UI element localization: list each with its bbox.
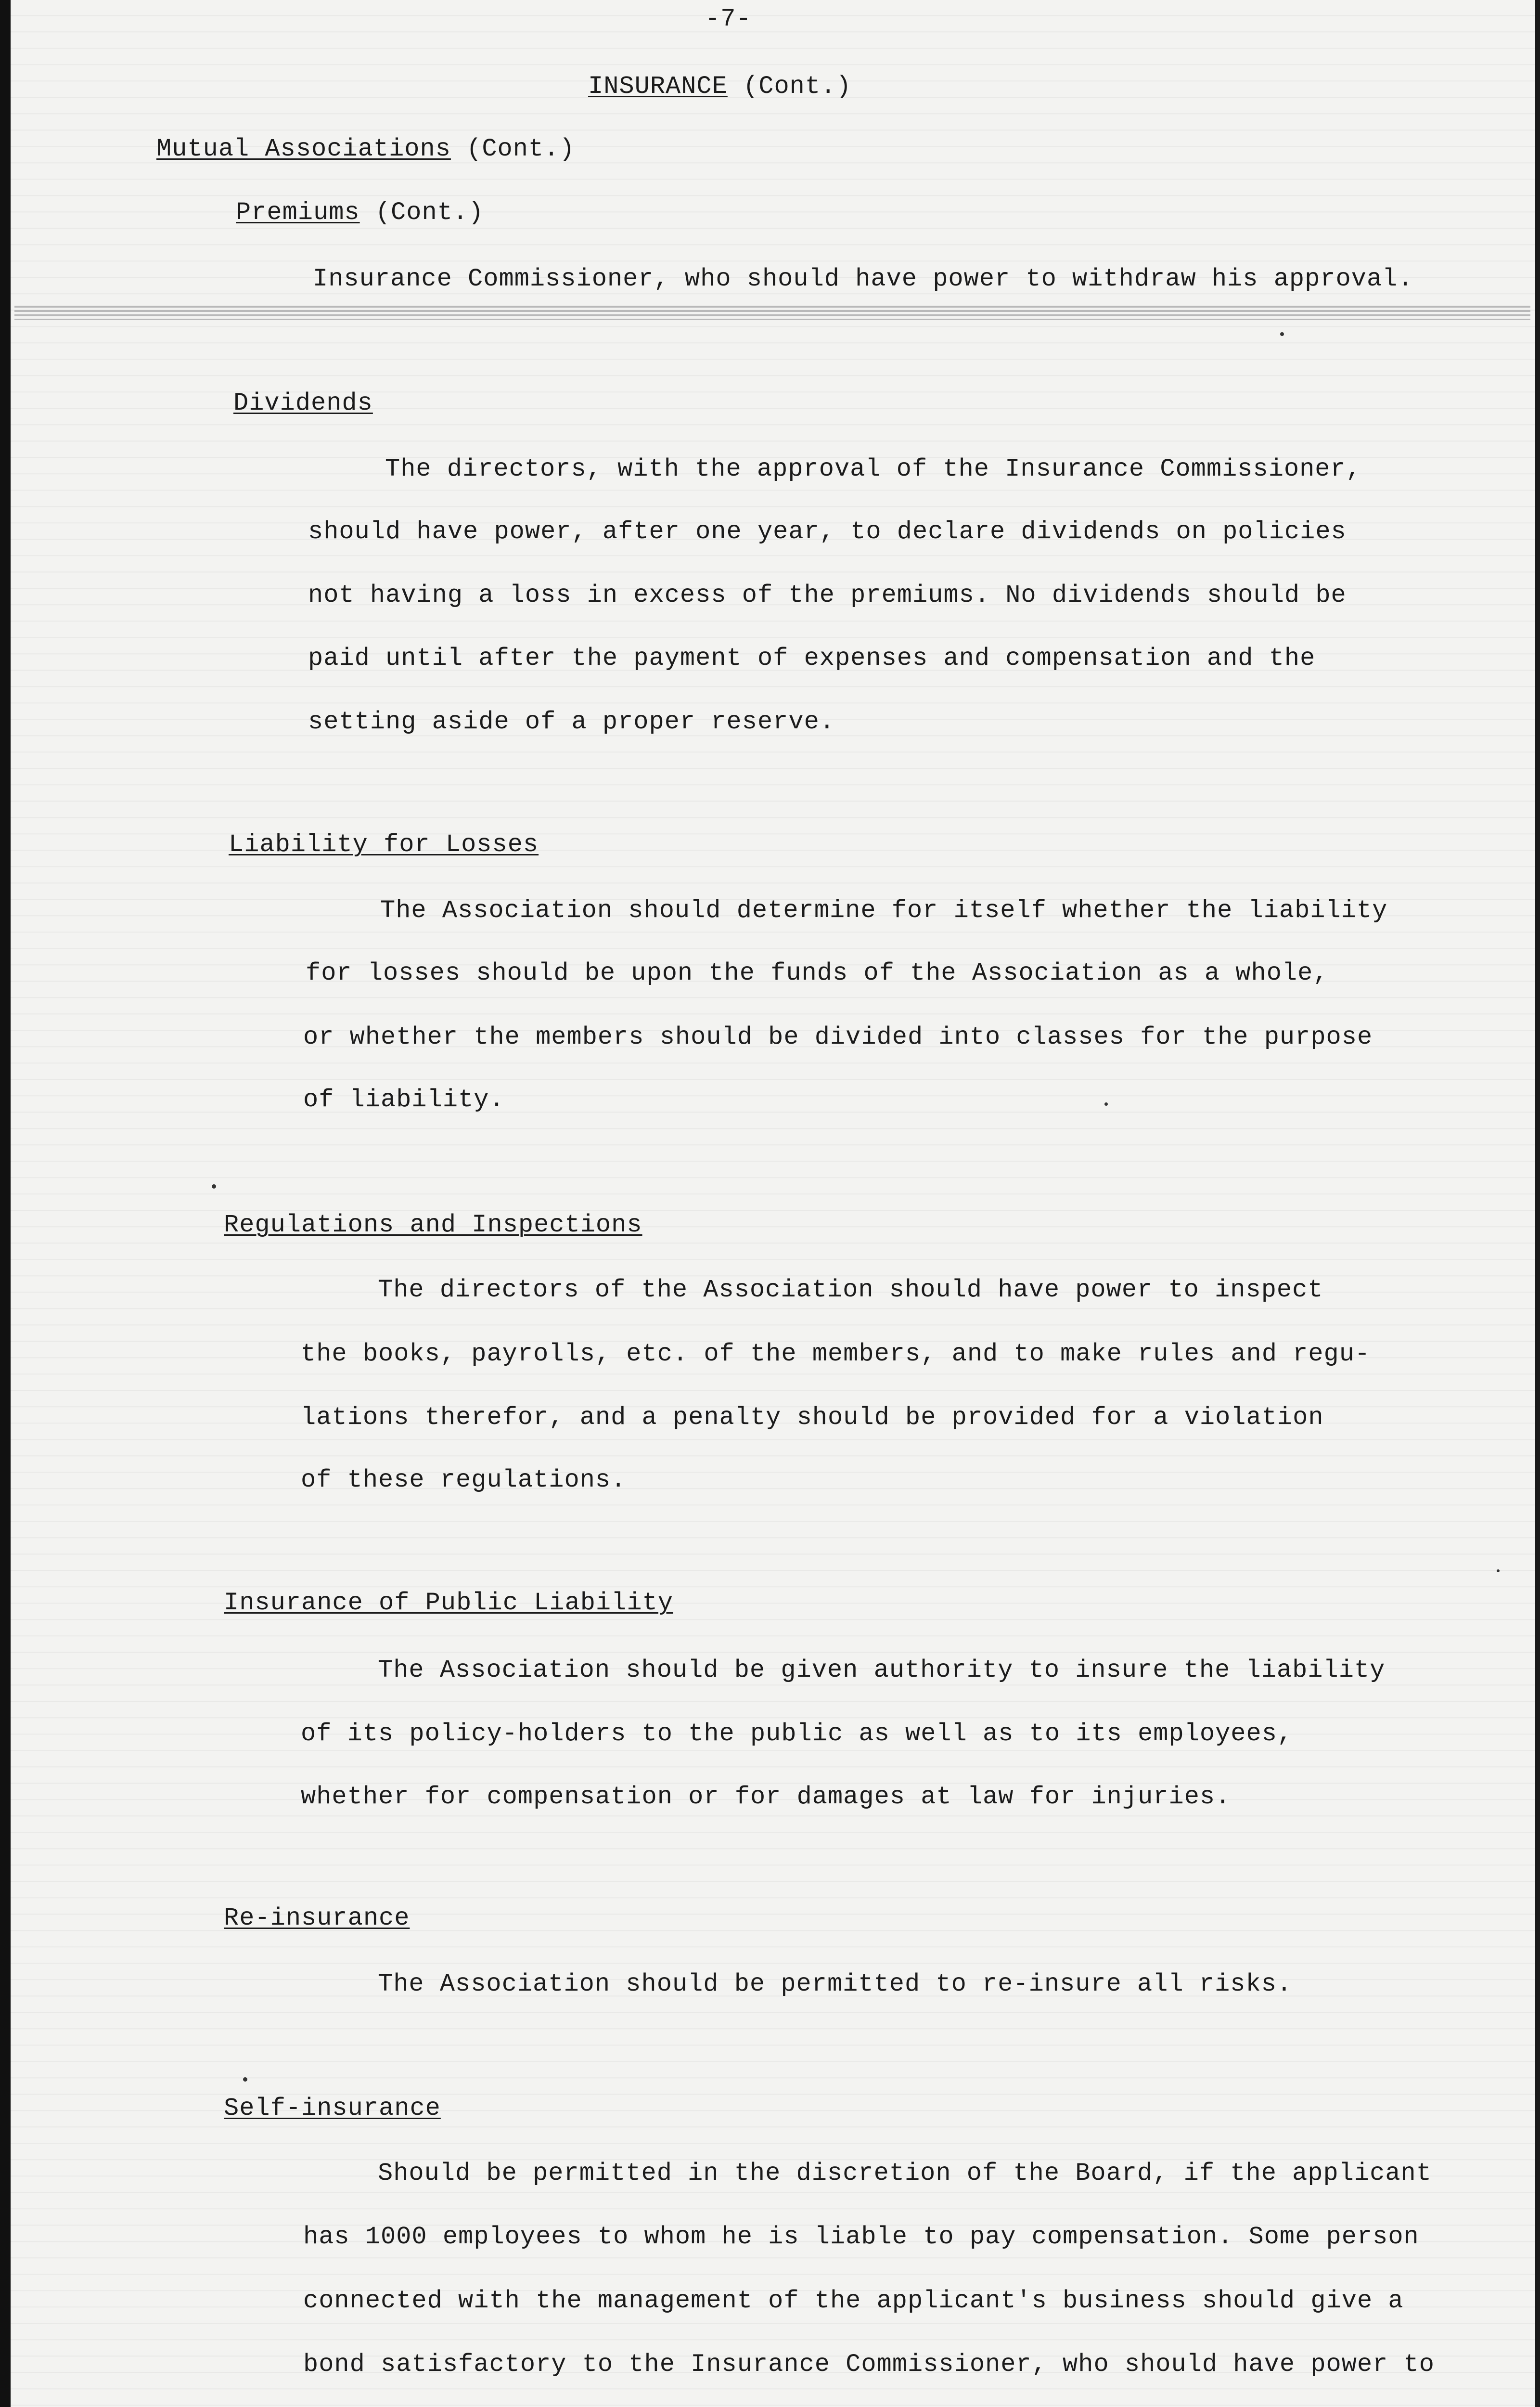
page-number: -7- bbox=[705, 5, 752, 33]
regulations-heading: Regulations and Inspections bbox=[224, 1211, 642, 1239]
self-insurance-line: bond satisfactory to the Insurance Commissioner, who should have power to bbox=[303, 2350, 1435, 2379]
regulations-line: The directors of the Association should have power to inspect bbox=[378, 1276, 1323, 1304]
dividends-heading: Dividends bbox=[233, 389, 373, 417]
premiums-heading bbox=[236, 198, 484, 227]
public-liability-line: of its policy-holders to the public as well as to its employees, bbox=[301, 1720, 1293, 1748]
page-title-suffix: (Cont.) bbox=[727, 72, 852, 101]
paper-speck bbox=[212, 1184, 216, 1189]
regulations-line: lations therefor, and a penalty should be provided for a violation bbox=[301, 1403, 1324, 1432]
page-title bbox=[588, 72, 852, 101]
paper-speck bbox=[1104, 1102, 1108, 1106]
section-title bbox=[156, 135, 575, 163]
page-separator-rule bbox=[14, 306, 1530, 320]
public-liability-line: whether for compensation or for damages at law for injuries. bbox=[301, 1783, 1231, 1811]
premiums-heading-suffix: (Cont.) bbox=[359, 198, 484, 227]
paper-speck bbox=[243, 2077, 247, 2082]
reinsurance-heading: Re-insurance bbox=[224, 1904, 410, 1932]
self-insurance-heading: Self-insurance bbox=[224, 2094, 441, 2122]
liability-heading: Liability for Losses bbox=[229, 830, 539, 859]
dividends-line: The directors, with the approval of the Insurance Commissioner, bbox=[385, 455, 1361, 483]
section-title-suffix: (Cont.) bbox=[450, 135, 575, 163]
dividends-line: not having a loss in excess of the premiums. No dividends should be bbox=[308, 581, 1347, 609]
regulations-line: of these regulations. bbox=[301, 1466, 627, 1494]
self-insurance-line: has 1000 employees to whom he is liable to pay compensation. Some person bbox=[303, 2223, 1419, 2251]
reinsurance-line: The Association should be permitted to re-insure all risks. bbox=[378, 1970, 1293, 1998]
self-insurance-line: connected with the management of the applicant's business should give a bbox=[303, 2287, 1404, 2315]
page-title-text: INSURANCE bbox=[588, 72, 728, 101]
paper-speck bbox=[1280, 332, 1284, 336]
public-liability-line: The Association should be given authority to insure the liability bbox=[378, 1656, 1386, 1684]
liability-line: of liability. bbox=[303, 1086, 505, 1114]
dividends-line: setting aside of a proper reserve. bbox=[308, 708, 835, 736]
section-title-text: Mutual Associations bbox=[156, 135, 451, 163]
regulations-line: the books, payrolls, etc. of the members, and to make rules and regu- bbox=[301, 1340, 1371, 1368]
public-liability-heading: Insurance of Public Liability bbox=[224, 1589, 673, 1617]
liability-line: for losses should be upon the funds of the Association as a whole, bbox=[306, 959, 1329, 987]
premiums-heading-text: Premiums bbox=[236, 198, 360, 227]
self-insurance-line: Should be permitted in the discretion of the Board, if the applicant bbox=[378, 2159, 1432, 2187]
paper-speck bbox=[1497, 1569, 1500, 1572]
dividends-line: paid until after the payment of expenses and compensation and the bbox=[308, 644, 1316, 673]
liability-line: or whether the members should be divided into classes for the purpose bbox=[303, 1023, 1373, 1051]
premiums-line: Insurance Commissioner, who should have power to withdraw his approval. bbox=[313, 265, 1413, 293]
dividends-line: should have power, after one year, to declare dividends on policies bbox=[308, 518, 1347, 546]
liability-line: The Association should determine for itself whether the liability bbox=[380, 896, 1388, 925]
